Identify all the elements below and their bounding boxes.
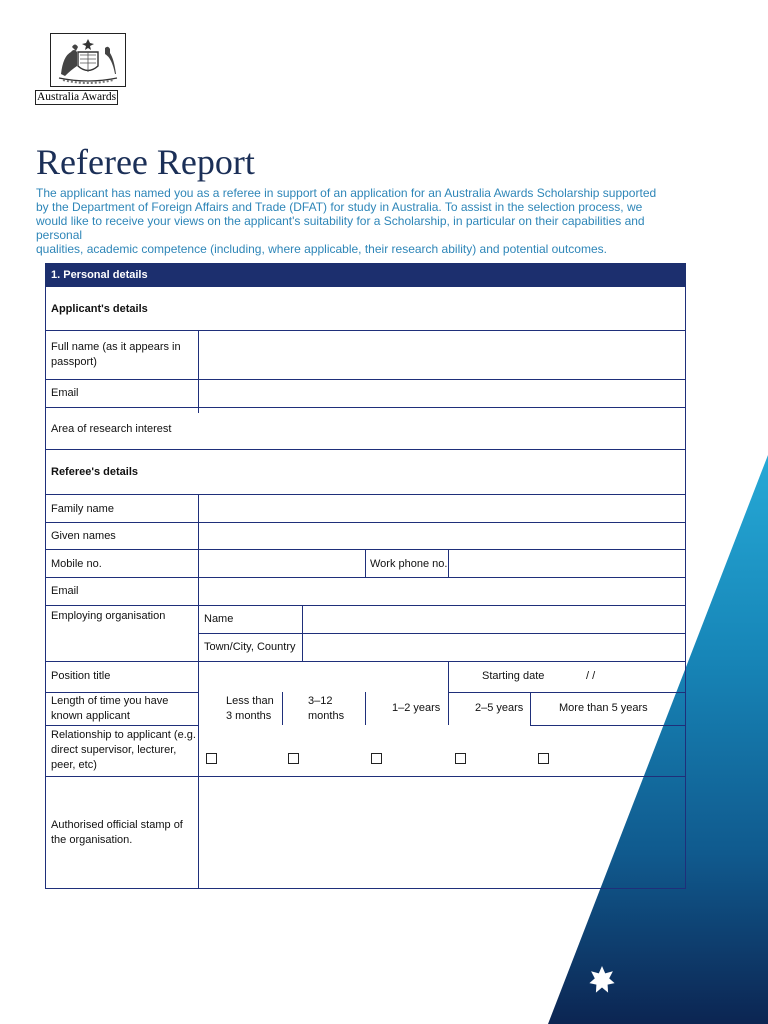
intro-line: by the Department of Foreign Affairs and Trade (DFAT) for study in Australia. To assist in the selection process, we bbox=[36, 200, 643, 214]
employer-town-label: Town/City, Country bbox=[204, 641, 296, 653]
applicant-details-heading: Applicant's details bbox=[51, 303, 148, 315]
table-border bbox=[45, 287, 46, 889]
label-line: Length of time you have bbox=[51, 695, 169, 707]
checkbox-more-than-5-years[interactable] bbox=[538, 753, 549, 764]
checkbox-2-5-years[interactable] bbox=[455, 753, 466, 764]
stamp-field[interactable] bbox=[203, 781, 681, 885]
mobile-field[interactable] bbox=[203, 554, 361, 574]
column-divider bbox=[198, 330, 199, 413]
intro-paragraph bbox=[36, 186, 716, 256]
intro-line: would like to receive your views on the applicant's suitability for a Scholarship, in particular on their capabilities and bbox=[36, 214, 645, 228]
label-line: peer, etc) bbox=[51, 759, 97, 771]
label-line: 3 months bbox=[226, 710, 272, 722]
work-phone-label: Work phone no. bbox=[370, 558, 448, 570]
checkbox-less-than-3-months[interactable] bbox=[206, 753, 217, 764]
given-names-label: Given names bbox=[51, 530, 116, 542]
logo-caption: Australia Awards bbox=[37, 91, 117, 103]
family-name-label: Family name bbox=[51, 503, 114, 515]
coat-of-arms-icon bbox=[50, 33, 126, 87]
personal-details-form bbox=[45, 263, 686, 889]
label-line: the organisation. bbox=[51, 834, 133, 846]
length-label bbox=[51, 694, 168, 724]
referee-details-heading: Referee's details bbox=[51, 466, 138, 478]
position-label: Position title bbox=[51, 670, 111, 682]
label-line: months bbox=[308, 710, 345, 722]
row-divider bbox=[45, 577, 686, 578]
column-divider bbox=[365, 692, 366, 725]
page-title: Referee Report bbox=[36, 142, 255, 182]
given-names-field[interactable] bbox=[203, 527, 681, 547]
full-name-field[interactable] bbox=[203, 335, 681, 375]
label-line: known applicant bbox=[51, 710, 130, 722]
checkbox-3-12-months[interactable] bbox=[288, 753, 299, 764]
row-divider bbox=[45, 692, 198, 693]
duration-option-3-12-months bbox=[308, 694, 344, 724]
column-divider bbox=[198, 494, 199, 889]
label-line: Full name (as it appears in bbox=[51, 341, 181, 353]
row-divider bbox=[198, 633, 686, 634]
row-divider bbox=[45, 522, 686, 523]
checkbox-1-2-years[interactable] bbox=[371, 753, 382, 764]
intro-line: The applicant has named you as a referee in support of an application for an Australia Awards Scholarship supported bbox=[36, 186, 657, 200]
row-divider bbox=[45, 605, 686, 606]
work-phone-field[interactable] bbox=[453, 554, 681, 574]
label-line: direct supervisor, lecturer, bbox=[51, 744, 177, 756]
employer-name-label: Name bbox=[204, 613, 234, 625]
employer-town-field[interactable] bbox=[307, 638, 681, 658]
intro-line: qualities, academic competence (including, where applicable, their research ability) and potential outcomes. bbox=[36, 242, 607, 256]
row-divider bbox=[45, 725, 198, 726]
row-divider bbox=[45, 494, 686, 495]
duration-option-2-5-years: 2–5 years bbox=[475, 702, 524, 714]
label-line: Less than bbox=[226, 695, 274, 707]
email-field[interactable] bbox=[203, 384, 681, 404]
row-divider bbox=[45, 776, 686, 777]
column-divider bbox=[448, 549, 449, 577]
starting-date-label: Starting date bbox=[482, 670, 545, 682]
table-border bbox=[685, 287, 686, 889]
research-label: Area of research interest bbox=[51, 423, 172, 435]
duration-option-less-than-3-months bbox=[226, 694, 274, 724]
employer-name-field[interactable] bbox=[307, 610, 681, 630]
duration-option-1-2-years: 1–2 years bbox=[392, 702, 441, 714]
australia-awards-logo bbox=[35, 33, 141, 105]
family-name-field[interactable] bbox=[203, 499, 681, 519]
column-divider bbox=[530, 692, 531, 725]
label-line: passport) bbox=[51, 356, 97, 368]
row-divider bbox=[45, 449, 686, 450]
relationship-label bbox=[51, 728, 196, 773]
position-field[interactable] bbox=[203, 666, 443, 688]
row-divider bbox=[45, 661, 686, 662]
column-divider bbox=[302, 605, 303, 661]
label-line: Relationship to applicant (e.g. bbox=[51, 729, 196, 741]
label-line: Authorised official stamp of bbox=[51, 819, 183, 831]
full-name-label bbox=[51, 340, 181, 370]
row-divider bbox=[530, 725, 686, 726]
label-line: 3–12 bbox=[308, 695, 333, 707]
row-divider bbox=[45, 407, 686, 408]
column-divider bbox=[282, 692, 283, 725]
email-label: Email bbox=[51, 387, 79, 399]
row-divider bbox=[45, 330, 686, 331]
column-divider bbox=[365, 549, 366, 577]
row-divider bbox=[45, 379, 686, 380]
section-header: 1. Personal details bbox=[51, 269, 148, 281]
referee-email-field[interactable] bbox=[203, 582, 681, 602]
stamp-label bbox=[51, 818, 183, 848]
duration-option-more-than-5-years: More than 5 years bbox=[559, 702, 648, 714]
table-border bbox=[45, 888, 686, 889]
row-divider bbox=[448, 692, 686, 693]
employer-label: Employing organisation bbox=[51, 610, 166, 622]
column-divider bbox=[448, 661, 449, 725]
research-field[interactable] bbox=[203, 412, 681, 446]
referee-email-label: Email bbox=[51, 585, 79, 597]
date-separator: / / bbox=[586, 670, 596, 682]
intro-line: personal bbox=[36, 228, 83, 242]
mobile-label: Mobile no. bbox=[51, 558, 102, 570]
